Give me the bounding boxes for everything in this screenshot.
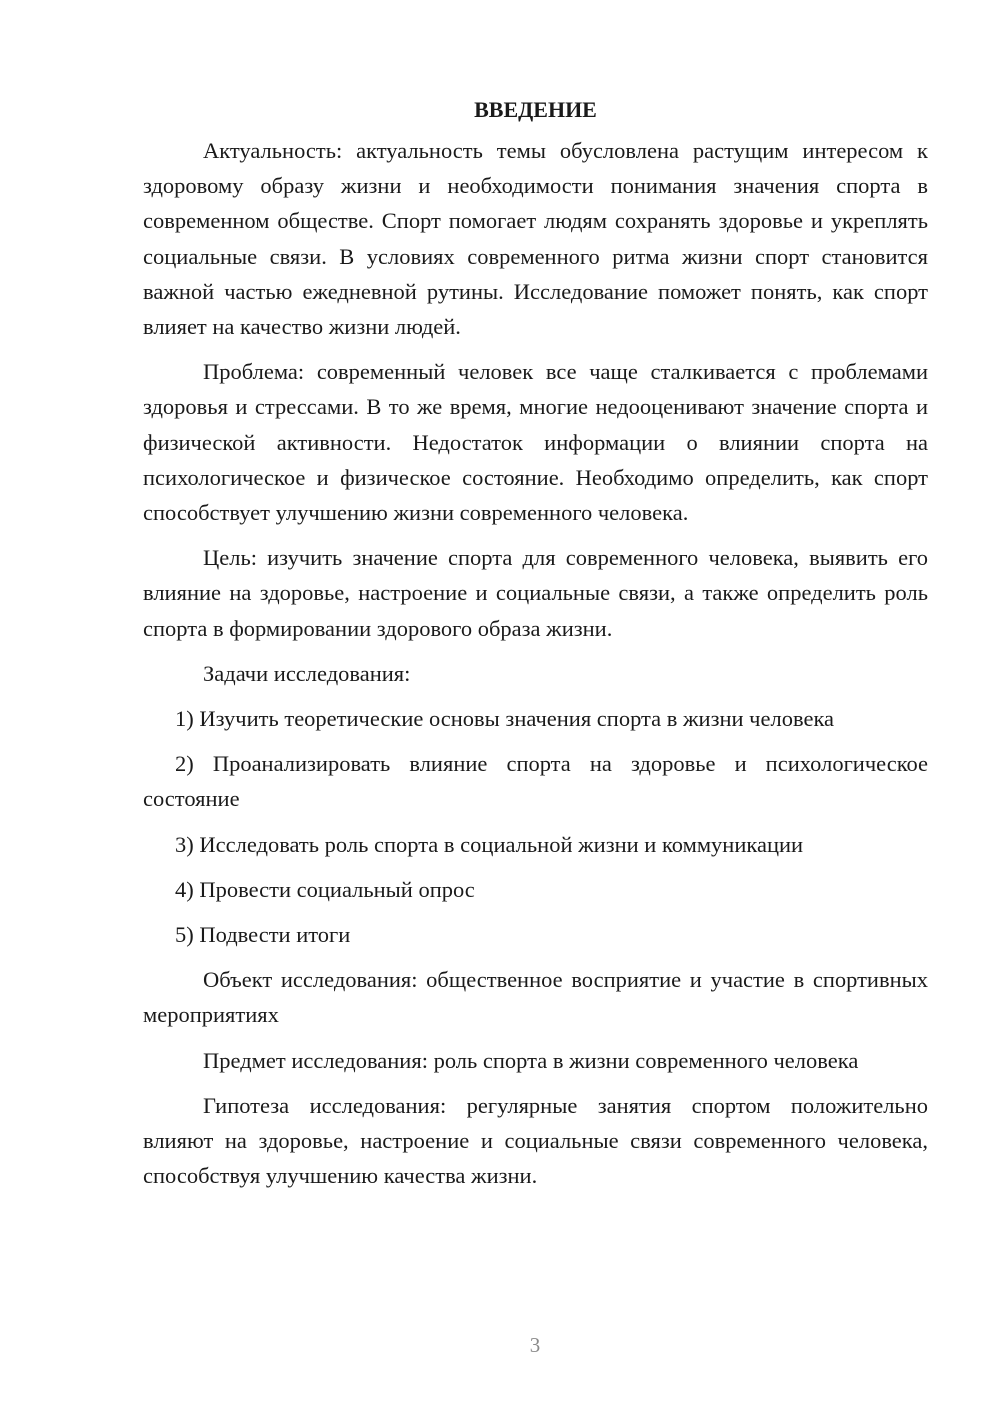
hypothesis-paragraph: Гипотеза исследования: регулярные занятия спортом положительно влияют на здоровье, настроение и социальные связи современного человека, способствуя улучшению качества жизни. bbox=[143, 1092, 928, 1189]
task-item: 3) Исследовать роль спорта в социальной жизни и коммуникации bbox=[175, 831, 804, 857]
tasks-heading: Задачи исследования: bbox=[203, 660, 411, 686]
problem-paragraph: Проблема: современный человек все чаще сталкивается с проблемами здоровья и стрессами. В то же время, многие недооценивают значение спорта и физической активности. Недостаток информации о влиянии спорта на психологическое и физическое состояние. Необходимо определить, как спорт способствует улучшению жизни современного человека. bbox=[143, 359, 928, 526]
page-number: 3 bbox=[529, 1333, 541, 1357]
task-item: 4) Провести социальный опрос bbox=[175, 876, 475, 902]
subject-paragraph: Предмет исследования: роль спорта в жизни современного человека bbox=[203, 1047, 859, 1073]
document-page bbox=[143, 92, 928, 1203]
object-paragraph: Объект исследования: общественное восприятие и участие в спортивных мероприятиях bbox=[143, 967, 928, 1028]
page-title: ВВЕДЕНИЕ bbox=[474, 97, 597, 122]
goal-paragraph: Цель: изучить значение спорта для современного человека, выявить его влияние на здоровье, настроение и социальные связи, а также определить роль спорта в формировании здорового образа жизни. bbox=[143, 545, 928, 641]
task-item: 5) Подвести итоги bbox=[175, 922, 351, 948]
relevance-paragraph: Актуальность: актуальность темы обусловлена растущим интересом к здоровому образу жизни и необходимости понимания значения спорта в современном обществе. Спорт помогает людям сохранять здоровье и укреплять социальные связи. В условиях современного ритма жизни спорт становится важной частью ежедневной рутины. Исследование поможет понять, как спорт влияет на качество жизни людей. bbox=[143, 138, 928, 340]
task-item: 2) Проанализировать влияние спорта на здоровье и психологическое состояние bbox=[143, 751, 928, 812]
task-item: 1) Изучить теоретические основы значения спорта в жизни человека bbox=[175, 706, 835, 732]
